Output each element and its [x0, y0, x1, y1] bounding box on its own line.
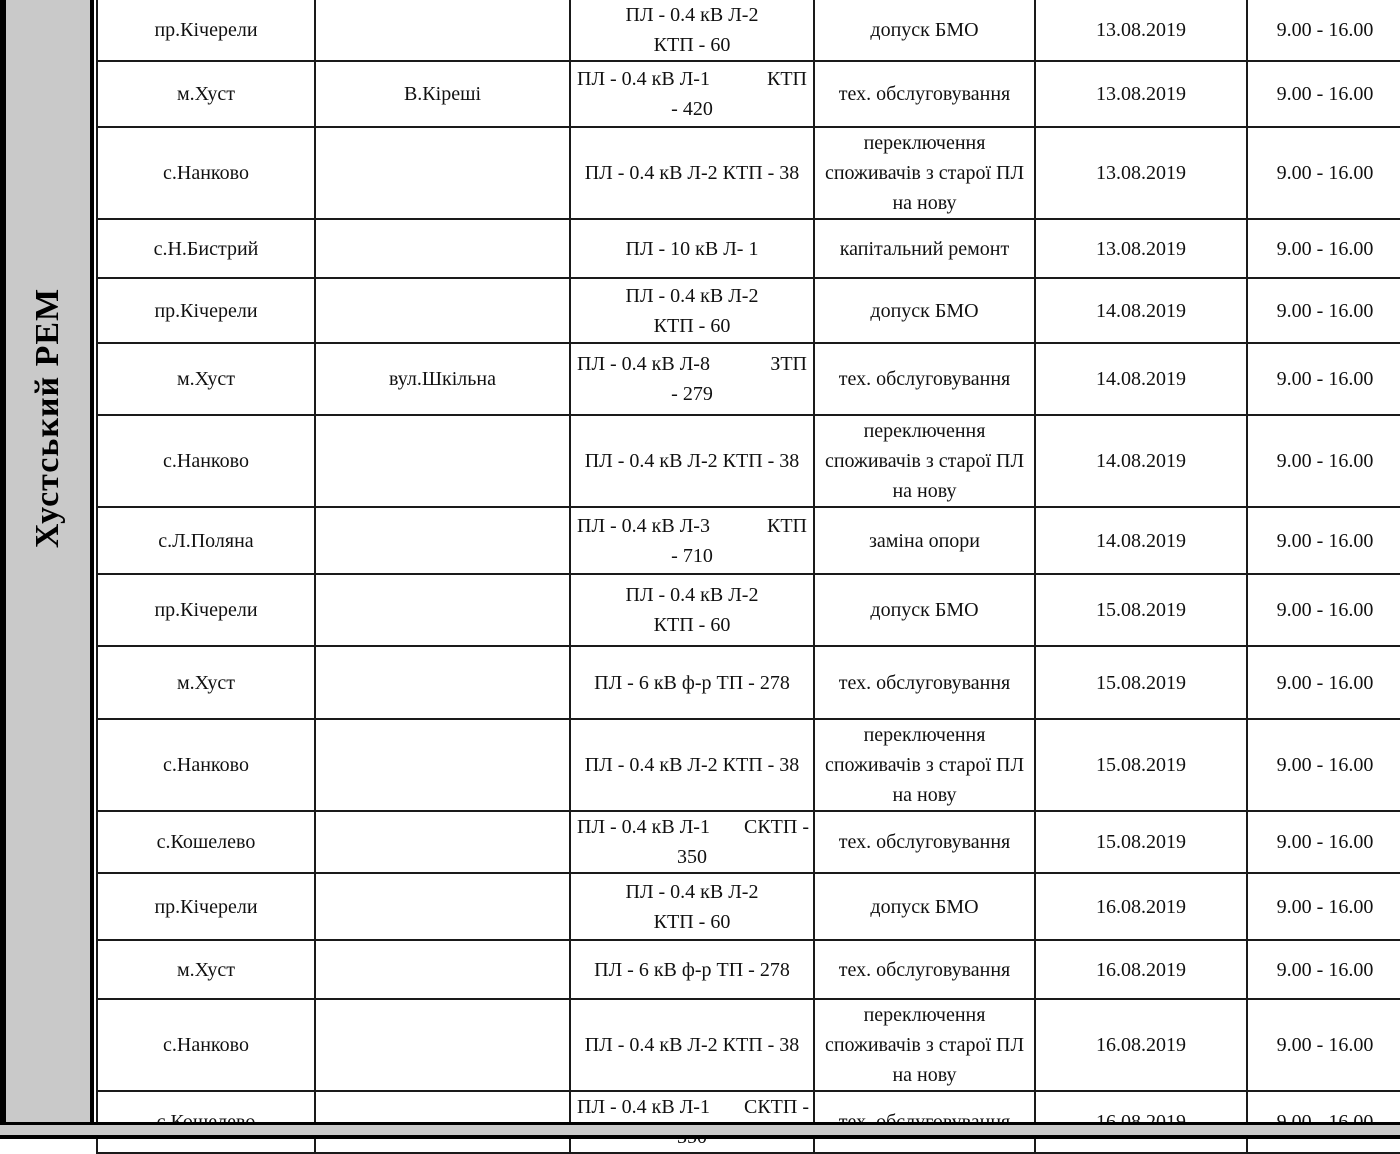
power-line-part: ПЛ - 0.4 кВ Л-1 [577, 68, 710, 90]
power-line-text [575, 812, 809, 842]
power-line-text: 350 [677, 846, 707, 868]
work-type-text: тех. обслуговування [838, 83, 1011, 105]
power-line-text [575, 511, 809, 541]
power-line-part: ПЛ - 0.4 кВ Л-8 [577, 353, 710, 375]
work-type-text: переключення [863, 1004, 986, 1026]
power-line-cell [570, 127, 814, 219]
work-type-cell [814, 940, 1035, 999]
date-cell: 13.08.2019 [1035, 219, 1247, 278]
power-line-text: КТП - 60 [653, 910, 731, 933]
date-cell: 15.08.2019 [1035, 646, 1247, 719]
power-line-part: КТП [767, 514, 807, 537]
work-type-text: споживачів з старої ПЛ [824, 450, 1025, 472]
power-line-text: - 710 [671, 544, 713, 567]
time-cell: 9.00 - 16.00 [1247, 999, 1400, 1091]
street-cell [315, 415, 570, 507]
time-cell: 9.00 - 16.00 [1247, 127, 1400, 219]
settlement-cell: пр.Кічерели [97, 0, 315, 61]
power-line-text: ПЛ - 0.4 кВ Л-2 КТП - 38 [584, 754, 800, 776]
date-cell: 16.08.2019 [1035, 999, 1247, 1091]
date-cell: 16.08.2019 [1035, 873, 1247, 940]
power-line-text: - 279 [671, 383, 713, 405]
settlement-cell: пр.Кічерели [97, 873, 315, 940]
work-type-text: на нову [892, 192, 957, 214]
street-cell: вул.Шкільна [315, 343, 570, 415]
power-line-text: КТП - 60 [653, 614, 731, 636]
power-line-cell [570, 61, 814, 127]
date-cell: 14.08.2019 [1035, 507, 1247, 574]
time-cell: 9.00 - 16.00 [1247, 507, 1400, 574]
work-type-cell [814, 343, 1035, 415]
work-type-text: споживачів з старої ПЛ [824, 1034, 1025, 1056]
power-line-cell [570, 940, 814, 999]
table-row [97, 999, 1400, 1091]
power-line-cell [570, 999, 814, 1091]
power-line-cell [570, 415, 814, 507]
power-line-part: СКТП - [744, 816, 809, 838]
work-type-text: переключення [863, 724, 986, 746]
settlement-cell: м.Хуст [97, 343, 315, 415]
power-line-cell [570, 646, 814, 719]
power-line-text: КТП - 60 [653, 34, 731, 56]
power-line-cell [570, 507, 814, 574]
table-row [97, 0, 1400, 61]
settlement-cell: м.Хуст [97, 940, 315, 999]
work-type-text: допуск БМО [870, 895, 979, 918]
work-type-text: заміна опори [869, 529, 980, 552]
work-type-cell [814, 646, 1035, 719]
table-row [97, 574, 1400, 646]
settlement-cell: м.Хуст [97, 646, 315, 719]
power-line-part: ПЛ - 0.4 кВ Л-1 [577, 816, 710, 838]
table-row [97, 507, 1400, 574]
work-type-text: капітальний ремонт [839, 237, 1010, 260]
settlement-cell: с.Нанково [97, 999, 315, 1091]
work-type-text: на нову [892, 1064, 957, 1086]
date-cell: 15.08.2019 [1035, 811, 1247, 873]
table-row [97, 343, 1400, 415]
settlement-cell: с.Л.Поляна [97, 507, 315, 574]
table-row [97, 127, 1400, 219]
work-type-text: тех. обслуговування [838, 671, 1011, 694]
power-line-text [575, 1092, 809, 1122]
work-type-text: переключення [863, 132, 986, 154]
date-cell: 13.08.2019 [1035, 0, 1247, 61]
settlement-cell: с.Нанково [97, 127, 315, 219]
work-type-text: допуск БМО [870, 19, 979, 41]
work-type-cell [814, 507, 1035, 574]
work-type-cell [814, 278, 1035, 343]
date-cell: 16.08.2019 [1035, 940, 1247, 999]
power-line-text [575, 349, 809, 379]
time-cell: 9.00 - 16.00 [1247, 940, 1400, 999]
power-line-cell [570, 0, 814, 61]
street-cell: В.Кіреші [315, 61, 570, 127]
power-line-part: КТП [767, 68, 807, 90]
time-cell: 9.00 - 16.00 [1247, 415, 1400, 507]
street-cell [315, 719, 570, 811]
work-type-text: на нову [892, 480, 957, 502]
time-cell: 9.00 - 16.00 [1247, 61, 1400, 127]
work-type-text: тех. обслуговування [838, 368, 1011, 390]
power-line-part: ПЛ - 0.4 кВ Л-1 [577, 1096, 710, 1118]
street-cell [315, 873, 570, 940]
date-cell: 13.08.2019 [1035, 61, 1247, 127]
settlement-cell: с.Кошелево [97, 811, 315, 873]
settlement-cell: м.Хуст [97, 61, 315, 127]
work-type-cell [814, 219, 1035, 278]
work-type-cell [814, 811, 1035, 873]
time-cell: 9.00 - 16.00 [1247, 719, 1400, 811]
table-row [97, 811, 1400, 873]
table-row [97, 219, 1400, 278]
time-cell: 9.00 - 16.00 [1247, 646, 1400, 719]
power-line-text: ПЛ - 0.4 кВ Л-2 [625, 4, 759, 26]
bottom-band [0, 1122, 1400, 1139]
table-row [97, 278, 1400, 343]
time-cell: 9.00 - 16.00 [1247, 873, 1400, 940]
power-line-text: КТП - 60 [653, 314, 731, 337]
outage-table [96, 0, 1400, 1154]
power-line-text: ПЛ - 10 кВ Л- 1 [625, 237, 759, 260]
date-cell: 14.08.2019 [1035, 278, 1247, 343]
work-type-text: тех. обслуговування [838, 958, 1011, 981]
time-cell: 9.00 - 16.00 [1247, 219, 1400, 278]
street-cell [315, 811, 570, 873]
work-type-cell [814, 719, 1035, 811]
power-line-cell [570, 719, 814, 811]
settlement-cell: с.Нанково [97, 719, 315, 811]
table-row [97, 61, 1400, 127]
power-line-text: ПЛ - 0.4 кВ Л-2 [625, 284, 759, 307]
work-type-text: переключення [863, 420, 986, 442]
time-cell: 9.00 - 16.00 [1247, 343, 1400, 415]
work-type-cell [814, 873, 1035, 940]
street-cell [315, 940, 570, 999]
street-cell [315, 127, 570, 219]
table-row [97, 719, 1400, 811]
work-type-text: допуск БМО [870, 599, 979, 621]
work-type-text: споживачів з старої ПЛ [824, 754, 1025, 776]
date-cell: 14.08.2019 [1035, 343, 1247, 415]
settlement-cell: пр.Кічерели [97, 278, 315, 343]
street-cell [315, 999, 570, 1091]
power-line-text: ПЛ - 0.4 кВ Л-2 [625, 584, 759, 606]
power-line-cell [570, 873, 814, 940]
work-type-text: на нову [892, 784, 957, 806]
power-line-part: ЗТП [770, 353, 807, 375]
work-type-cell [814, 415, 1035, 507]
time-cell: 9.00 - 16.00 [1247, 574, 1400, 646]
time-cell: 9.00 - 16.00 [1247, 278, 1400, 343]
work-type-text: споживачів з старої ПЛ [824, 162, 1025, 184]
street-cell [315, 507, 570, 574]
power-line-text: - 420 [671, 98, 713, 120]
work-type-text: допуск БМО [870, 299, 979, 322]
settlement-cell: с.Нанково [97, 415, 315, 507]
power-line-text: ПЛ - 6 кВ ф-р ТП - 278 [594, 671, 790, 694]
time-cell: 9.00 - 16.00 [1247, 811, 1400, 873]
time-cell: 9.00 - 16.00 [1247, 0, 1400, 61]
date-cell: 13.08.2019 [1035, 127, 1247, 219]
outage-table-body [97, 0, 1400, 1153]
work-type-text: тех. обслуговування [838, 831, 1011, 853]
table-row [97, 415, 1400, 507]
work-type-cell [814, 127, 1035, 219]
power-line-cell [570, 219, 814, 278]
work-type-cell [814, 574, 1035, 646]
power-line-part: ПЛ - 0.4 кВ Л-3 [577, 514, 710, 537]
date-cell: 15.08.2019 [1035, 719, 1247, 811]
power-line-cell [570, 811, 814, 873]
power-line-text: ПЛ - 0.4 кВ Л-2 [625, 880, 759, 903]
power-line-text: ПЛ - 0.4 кВ Л-2 КТП - 38 [584, 1034, 800, 1056]
power-line-text [575, 64, 809, 94]
power-line-text: ПЛ - 6 кВ ф-р ТП - 278 [594, 958, 790, 981]
district-label: Хустський РЕМ [29, 287, 66, 549]
power-line-text: ПЛ - 0.4 кВ Л-2 КТП - 38 [584, 450, 800, 472]
date-cell: 15.08.2019 [1035, 574, 1247, 646]
work-type-cell [814, 0, 1035, 61]
settlement-cell: пр.Кічерели [97, 574, 315, 646]
table-row [97, 940, 1400, 999]
power-line-cell [570, 574, 814, 646]
work-type-cell [814, 61, 1035, 127]
table-row [97, 646, 1400, 719]
work-type-cell [814, 999, 1035, 1091]
settlement-cell: с.Н.Бистрий [97, 219, 315, 278]
street-cell [315, 219, 570, 278]
street-cell [315, 646, 570, 719]
power-line-cell [570, 278, 814, 343]
district-side-band [3, 0, 94, 1124]
date-cell: 14.08.2019 [1035, 415, 1247, 507]
power-line-cell [570, 343, 814, 415]
power-line-part: СКТП - [744, 1096, 809, 1118]
power-line-text: ПЛ - 0.4 кВ Л-2 КТП - 38 [584, 162, 800, 184]
table-row [97, 873, 1400, 940]
street-cell [315, 278, 570, 343]
street-cell [315, 574, 570, 646]
street-cell [315, 0, 570, 61]
